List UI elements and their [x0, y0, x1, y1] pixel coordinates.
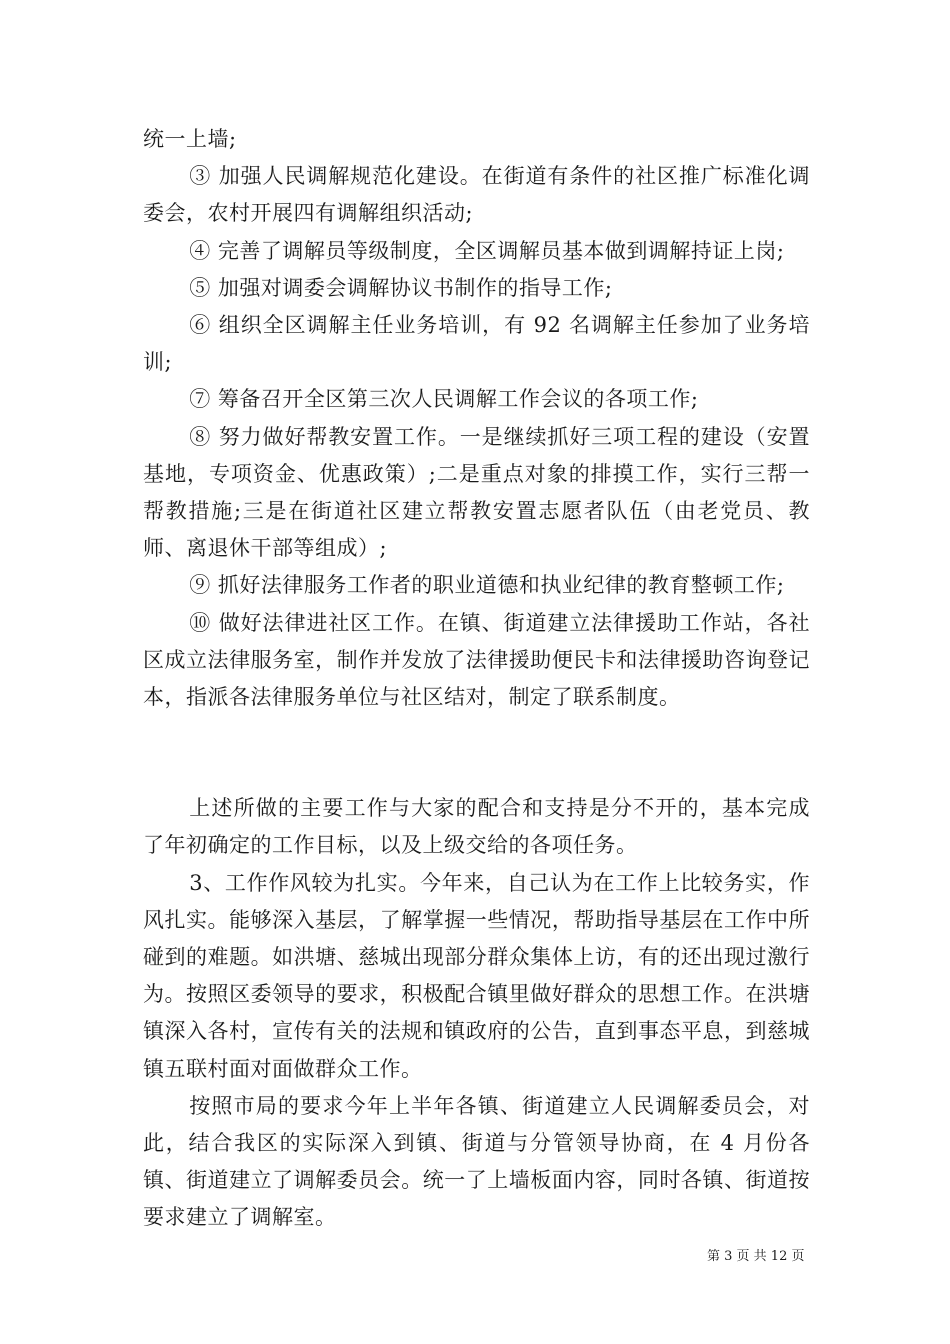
paragraph: 按照市局的要求今年上半年各镇、街道建立人民调解委员会，对此，结合我区的实际深入到镇、街道与分管领导协商，在 4 月份各镇、街道建立了调解委员会。统一了上墙板面内容，同时各镇、街道按要求建立了调解室。 [143, 1093, 810, 1230]
page-number: 第 3 页 共 12 页 [707, 1249, 805, 1264]
paragraph: ⑥ 组织全区调解主任业务培训，有 92 名调解主任参加了业务培训; [143, 313, 810, 375]
paragraph: ⑧ 努力做好帮教安置工作。一是继续抓好三项工程的建设（安置基地，专项资金、优惠政策）;二是重点对象的排摸工作，实行三帮一帮教措施;三是在街道社区建立帮教安置志愿者队伍（由老党员、教师、离退休干部等组成）; [143, 424, 810, 561]
paragraph: ⑨ 抓好法律服务工作者的职业道德和执业纪律的教育整顿工作; [189, 573, 785, 598]
paragraph: ⑦ 筹备召开全区第三次人民调解工作会议的各项工作; [189, 387, 699, 412]
paragraph: 3、工作作风较为扎实。今年来，自己认为在工作上比较务实，作风扎实。能够深入基层，了解掌握一些情况，帮助指导基层在工作中所碰到的难题。如洪塘、慈城出现部分群众集体上访，有的还出现过激行为。按照区委领导的要求，积极配合镇里做好群众的思想工作。在洪塘镇深入各村，宣传有关的法规和镇政府的公告，直到事态平息，到慈城镇五联村面对面做群众工作。 [143, 870, 810, 1081]
paragraph: ③ 加强人民调解规范化建设。在街道有条件的社区推广标准化调委会，农村开展四有调解组织活动; [143, 164, 810, 226]
document-body [143, 121, 810, 1237]
paragraph: 上述所做的主要工作与大家的配合和支持是分不开的，基本完成了年初确定的工作目标，以及上级交给的各项任务。 [143, 796, 810, 858]
paragraph: ⑤ 加强对调委会调解协议书制作的指导工作; [189, 275, 613, 300]
paragraph: 统一上墙; [143, 127, 237, 151]
section-gap [143, 716, 810, 790]
paragraph: ④ 完善了调解员等级制度，全区调解员基本做到调解持证上岗; [189, 238, 785, 263]
paragraph: ⑩ 做好法律进社区工作。在镇、街道建立法律援助工作站，各社区成立法律服务室，制作并发放了法律援助便民卡和法律援助咨询登记本，指派各法律服务单位与社区结对，制定了联系制度。 [143, 610, 810, 710]
